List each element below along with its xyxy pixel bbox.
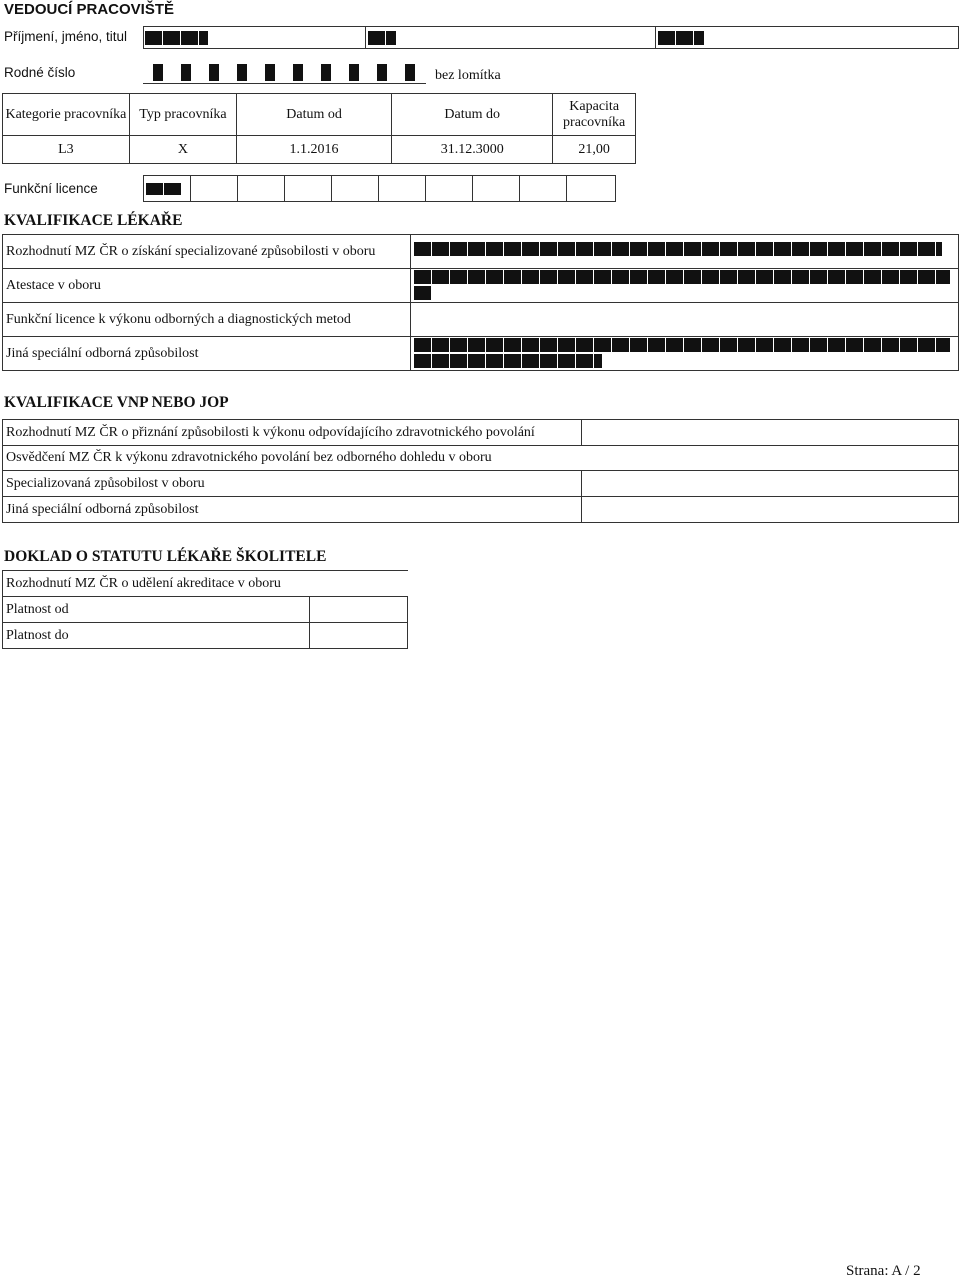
licence-divider-9 xyxy=(566,176,567,201)
name-divider-2 xyxy=(655,27,656,48)
kval-vnp-row xyxy=(3,446,959,471)
header-kategorie: Kategorie pracovníka xyxy=(3,94,130,136)
name-redaction-1 xyxy=(145,31,208,45)
section-title-doklad: DOKLAD O STATUTU LÉKAŘE ŠKOLITELE xyxy=(4,548,327,565)
name-field[interactable] xyxy=(143,26,959,49)
kval-lekare-table xyxy=(2,234,959,371)
digit-7 xyxy=(321,64,331,81)
licence-divider-6 xyxy=(425,176,426,201)
kval-vnp-value[interactable] xyxy=(582,471,959,497)
licence-redaction xyxy=(146,183,182,195)
kval-vnp-label: Jiná speciální odborná způsobilost xyxy=(3,497,582,523)
kval-vnp-label: Osvědčení MZ ČR k výkonu zdravotnického povolání bez odborného dohledu v oboru xyxy=(3,446,959,471)
header-datum-do: Datum do xyxy=(392,94,553,136)
name-redaction-3 xyxy=(658,31,704,45)
cell-typ: X xyxy=(129,136,236,164)
doklad-label: Platnost do xyxy=(3,623,310,649)
kval-lekare-value[interactable] xyxy=(411,337,959,371)
kval-vnp-row xyxy=(3,497,959,523)
redaction xyxy=(414,338,950,352)
employment-table xyxy=(2,93,636,164)
doklad-row xyxy=(3,623,408,649)
redaction xyxy=(414,242,942,256)
digit-3 xyxy=(209,64,219,81)
kval-lekare-row xyxy=(3,303,959,337)
licence-divider-7 xyxy=(472,176,473,201)
digit-10 xyxy=(405,64,415,81)
rodne-cislo-label: Rodné číslo xyxy=(4,65,76,80)
employment-header-row xyxy=(3,94,636,136)
kval-lekare-value[interactable] xyxy=(411,269,959,303)
header-kapacita: Kapacita pracovníka xyxy=(553,94,636,136)
doklad-table xyxy=(2,570,408,649)
section-title-vedouci: VEDOUCÍ PRACOVIŠTĚ xyxy=(4,1,175,18)
kval-vnp-label: Rozhodnutí MZ ČR o přiznání způsobilosti k výkonu odpovídajícího zdravotnického povolání xyxy=(3,420,582,446)
licence-divider-3 xyxy=(284,176,285,201)
doklad-value[interactable] xyxy=(310,597,408,623)
licence-divider-5 xyxy=(378,176,379,201)
kval-lekare-row xyxy=(3,337,959,371)
doklad-row xyxy=(3,571,408,597)
name-divider-1 xyxy=(365,27,366,48)
section-title-kval-vnp: KVALIFIKACE VNP NEBO JOP xyxy=(4,394,229,411)
kval-lekare-row xyxy=(3,269,959,303)
cell-kapacita: 21,00 xyxy=(553,136,636,164)
digit-6 xyxy=(293,64,303,81)
bez-lomitka-note: bez lomítka xyxy=(435,68,501,83)
cell-datum-od: 1.1.2016 xyxy=(237,136,392,164)
redaction xyxy=(414,286,431,300)
redaction xyxy=(414,270,950,284)
kval-vnp-label: Specializovaná způsobilost v oboru xyxy=(3,471,582,497)
licence-divider-8 xyxy=(519,176,520,201)
licence-divider-2 xyxy=(237,176,238,201)
kval-lekare-row xyxy=(3,235,959,269)
doklad-label: Platnost od xyxy=(3,597,310,623)
cell-datum-do: 31.12.3000 xyxy=(392,136,553,164)
funkcni-licence-field[interactable] xyxy=(143,175,616,202)
page-number: Strana: A / 2 xyxy=(846,1263,921,1279)
header-typ: Typ pracovníka xyxy=(129,94,236,136)
section-title-kval-lekare: KVALIFIKACE LÉKAŘE xyxy=(4,212,183,229)
kval-vnp-table xyxy=(2,419,959,523)
digit-4 xyxy=(237,64,247,81)
digit-9 xyxy=(377,64,387,81)
licence-divider-1 xyxy=(190,176,191,201)
licence-divider-4 xyxy=(331,176,332,201)
digit-8 xyxy=(349,64,359,81)
kval-vnp-row xyxy=(3,471,959,497)
kval-vnp-value[interactable] xyxy=(582,420,959,446)
cell-kategorie: L3 xyxy=(3,136,130,164)
employment-data-row xyxy=(3,136,636,164)
rodne-cislo-field[interactable] xyxy=(143,62,426,84)
kval-lekare-label: Atestace v oboru xyxy=(3,269,411,303)
kval-lekare-value[interactable] xyxy=(411,235,959,269)
redaction xyxy=(414,354,602,368)
kval-lekare-value[interactable] xyxy=(411,303,959,337)
name-redaction-2 xyxy=(368,31,396,45)
kval-lekare-label: Jiná speciální odborná způsobilost xyxy=(3,337,411,371)
funkcni-licence-label: Funkční licence xyxy=(4,181,98,196)
kval-vnp-row xyxy=(3,420,959,446)
doklad-label: Rozhodnutí MZ ČR o udělení akreditace v oboru xyxy=(3,571,408,597)
header-datum-od: Datum od xyxy=(237,94,392,136)
digit-2 xyxy=(181,64,191,81)
kval-lekare-label: Funkční licence k výkonu odborných a diagnostických metod xyxy=(3,303,411,337)
digit-5 xyxy=(265,64,275,81)
kval-vnp-value[interactable] xyxy=(582,497,959,523)
kval-lekare-label: Rozhodnutí MZ ČR o získání specializované způsobilosti v oboru xyxy=(3,235,411,269)
doklad-value[interactable] xyxy=(310,623,408,649)
digit-1 xyxy=(153,64,163,81)
name-label: Příjmení, jméno, titul xyxy=(4,29,128,44)
doklad-row xyxy=(3,597,408,623)
